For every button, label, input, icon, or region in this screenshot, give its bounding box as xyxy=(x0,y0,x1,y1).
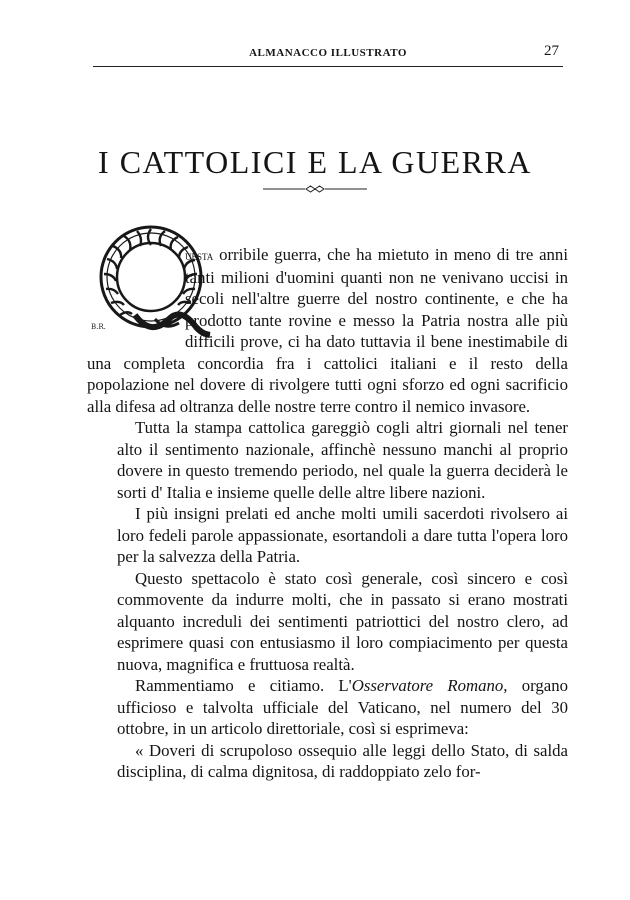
paragraph-1-text: orribile guerra, che ha mietuto in meno di tre anni tanti milioni d'uomini quanti non ne venivano uccisi in secoli nell'altre guerre del nostro continente, e che ha prodotto tante rovine e messo la Patria nostra alle più difficili prove, ci ha dato tuttavia il bene inestimabile di una completa concordia fra i cattolici italiani e il resto della popolazione nel dovere di rivolgere tutti ogni sforzo ed ogni sacrificio alla difesa ad oltranza delle nostre terre contro il nemico invasore. xyxy=(87,245,568,416)
paragraph-5 xyxy=(117,675,568,740)
paragraph-6: « Doveri di scrupoloso ossequio alle leggi dello Stato, di salda disciplina, di calma dignitosa, di raddoppiato zelo for- xyxy=(117,740,568,781)
title-ornament xyxy=(263,183,367,195)
paragraph-5-lead: Rammentiamo e citiamo. L' xyxy=(135,676,352,695)
paragraph-4: Questo spettacolo è stato così generale, così sincero e così commovente da indurre molti, che in passato si erano mostrati alquanto increduli dei sentimenti patriottici del nostro clero, ad esprimere quasi con entusiasmo il loro compiacimento per questa nuova, magnifica e fruttuosa realtà. xyxy=(117,568,568,674)
article-body xyxy=(87,244,569,783)
running-head-title: ALMANACCO ILLUSTRATO xyxy=(249,47,407,59)
opening-smallcaps: uesta xyxy=(185,248,214,263)
newspaper-title: Osservatore Romano, xyxy=(351,676,508,695)
paragraph-2: Tutta la stampa cattolica gareggiò cogli altri giornali nel tener alto il sentimento nazionale, affinchè nessuno manchi al proprio dovere in questo tremendo periodo, nel quale la guerra deciderà le sorti d' Italia e insieme quelle delle altre libere nazioni. xyxy=(117,418,568,502)
paragraph-3: I più insigni prelati ed anche molti umili sacerdoti rivolsero ai loro fedeli parole appassionate, esortandoli a dare tutta l'opera loro per la salvezza della Patria. xyxy=(117,504,568,566)
article-title: I CATTOLICI E LA GUERRA xyxy=(98,144,532,180)
paragraph-1 xyxy=(87,244,568,417)
dropcap-initials: B.R. xyxy=(91,323,106,331)
paragraph-5-rest: organo ufficioso e talvolta ufficiale del Vaticano, nel numero del 30 ottobre, in un articolo direttoriale, così si esprimeva: xyxy=(117,676,569,738)
page-number: 27 xyxy=(544,43,559,59)
header-rule xyxy=(93,66,563,67)
running-head xyxy=(93,43,563,63)
